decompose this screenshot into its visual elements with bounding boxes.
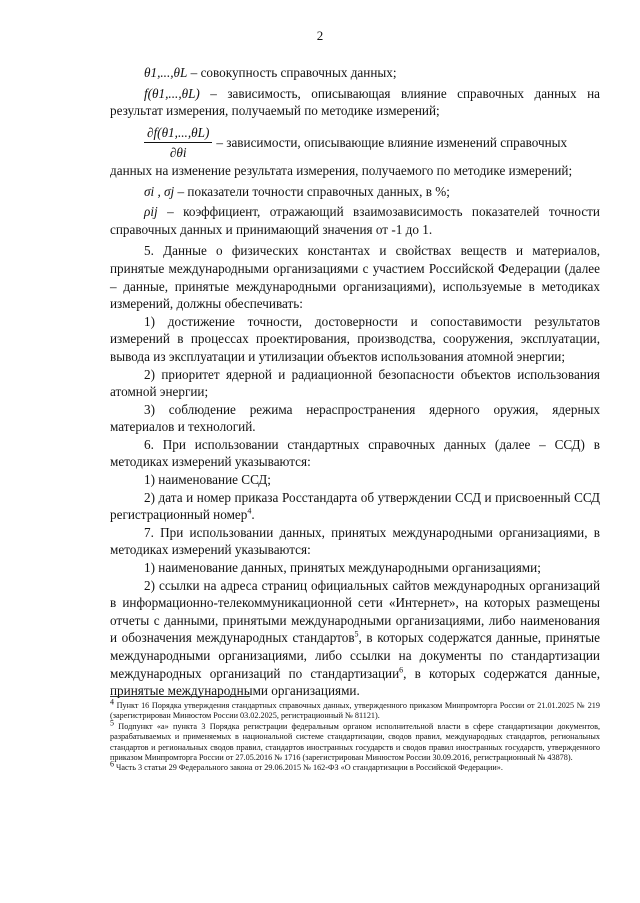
paragraph-7-2-part-a: 2) ссылки на адреса страниц официальных сайтов международных организаций в информационно-телекоммуникационной сети «Интернет», на которых размещены отчеты с данными, принятыми международными организациями, либо наименования и обозначения международных стандартов	[110, 577, 600, 646]
f-text: – зависимость, описывающая влияние справочных данных на результат измерения, получаемый по методике измерений;	[110, 85, 600, 119]
paragraph-6: 6. При использовании стандартных справочных данных (далее – ССД) в методиках измерений указываются:	[110, 436, 600, 470]
paragraph-6-2-end: .	[251, 507, 255, 523]
paragraph-7: 7. При использовании данных, принятых международными организациями, в методиках измерений указываются:	[110, 524, 600, 558]
paragraph-6-1: 1) наименование ССД;	[144, 472, 271, 488]
definition-theta	[110, 64, 600, 82]
rho-symbol: ρij	[144, 204, 158, 220]
footnote-5-text: Подпункт «а» пункта 3 Порядка регистрации федеральным органом исполнительной власти в сфере стандартизации документов, разрабатываемых и применяемых в национальной системе стандартизации, сводов правил, международных стандартов, региональных стандартов и региональных сводов правил, стандартов иностранных государств и сводов правил иностранных государств, утвержденного приказом Минпромторга России от 27.05.2016 № 1716 (зарегистрирован Минюстом России 30.09.2016, регистрационный № 43878).	[110, 721, 600, 763]
footnote-mark-5: 5	[110, 718, 114, 728]
definition-sigma	[110, 183, 600, 201]
footnote-ref-5[interactable]: 5	[354, 630, 359, 640]
paragraph-5: 5. Данные о физических константах и свойствах веществ и материалов, принятые международными организациями с участием Российской Федерации (далее – данные, принятые международными организациями), используемые в методиках измерений, должны обеспечивать:	[110, 243, 600, 312]
partial-text: – зависимости, описывающие влияние изменений справочных	[216, 135, 568, 151]
paragraph-7-2-part-b: , в которых содержатся данные, принятые международными организациями, либо ссылки на документы по стандартизации международных организаций по стандартизации	[110, 630, 600, 681]
footnote-5	[110, 718, 600, 764]
page-number: 2	[316, 28, 324, 43]
footnote-6-text: Часть 3 статьи 29 Федерального закона от 29.06.2015 № 162-ФЗ «О стандартизации в Российской Федерации».	[114, 763, 503, 773]
theta-text: – совокупность справочных данных;	[187, 65, 397, 80]
paragraph-7-2-part-c: , в которых содержатся данные, принятые международными организациями.	[110, 665, 600, 699]
footnote-4-text: Пункт 16 Порядка утверждения стандартных справочных данных, утвержденного приказом Минпромторга России от 21.01.2025 № 219 (зарегистрирован Минюстом России 03.02.2025, регистрационный № 81121).	[110, 701, 600, 721]
footnote-6	[110, 759, 600, 773]
definition-partial	[144, 124, 600, 162]
footnote-mark-6: 6	[110, 759, 114, 769]
paragraph-5-2: 2) приоритет ядерной и радиационной безопасности объектов использования атомной энергии;	[110, 366, 600, 400]
sigma-text: – показатели точности справочных данных, в %;	[174, 183, 450, 199]
footnote-separator	[110, 696, 250, 697]
definition-f	[110, 85, 600, 120]
footnote-4	[110, 697, 600, 722]
paragraph-6-2	[110, 489, 600, 524]
footnote-ref-4[interactable]: 4	[247, 506, 252, 516]
definition-rho	[110, 203, 600, 238]
footnote-mark-4: 4	[110, 697, 114, 707]
partial-denominator: ∂θi	[169, 145, 187, 161]
sigma-symbol: σi , σj	[144, 183, 175, 199]
footnotes	[110, 697, 600, 774]
paragraph-7-1: 1) наименование данных, принятых международными организациями;	[144, 560, 541, 576]
paragraph-7-2	[110, 577, 600, 700]
paragraph-5-3: 3) соблюдение режима нераспространения ядерного оружия, ядерных материалов и технологий.	[110, 401, 600, 435]
partial-numerator: ∂f(θ1,...,θL)	[144, 124, 212, 144]
footnote-ref-6[interactable]: 6	[399, 665, 404, 675]
paragraph-5-1: 1) достижение точности, достоверности и сопоставимости результатов измерений в процессах проектирования, производства, сооружения, эксплуатации, вывода из эксплуатации и утилизации объектов использования атомной энергии;	[110, 313, 600, 364]
main-text	[110, 64, 600, 700]
f-symbol: f(θ1,...,θL)	[144, 85, 200, 101]
partial-continuation: данных на изменение результата измерения, получаемого по методике измерений;	[110, 162, 573, 178]
partial-fraction	[144, 124, 212, 162]
theta-symbol: θ1,...,θL	[144, 65, 188, 80]
paragraph-6-2-text: 2) дата и номер приказа Росстандарта об утверждении ССД и присвоенный ССД регистрационный номер	[110, 489, 600, 523]
rho-text: – коэффициент, отражающий взаимозависимость показателей точности справочных данных и принимающий значения от -1 до 1.	[110, 204, 600, 237]
